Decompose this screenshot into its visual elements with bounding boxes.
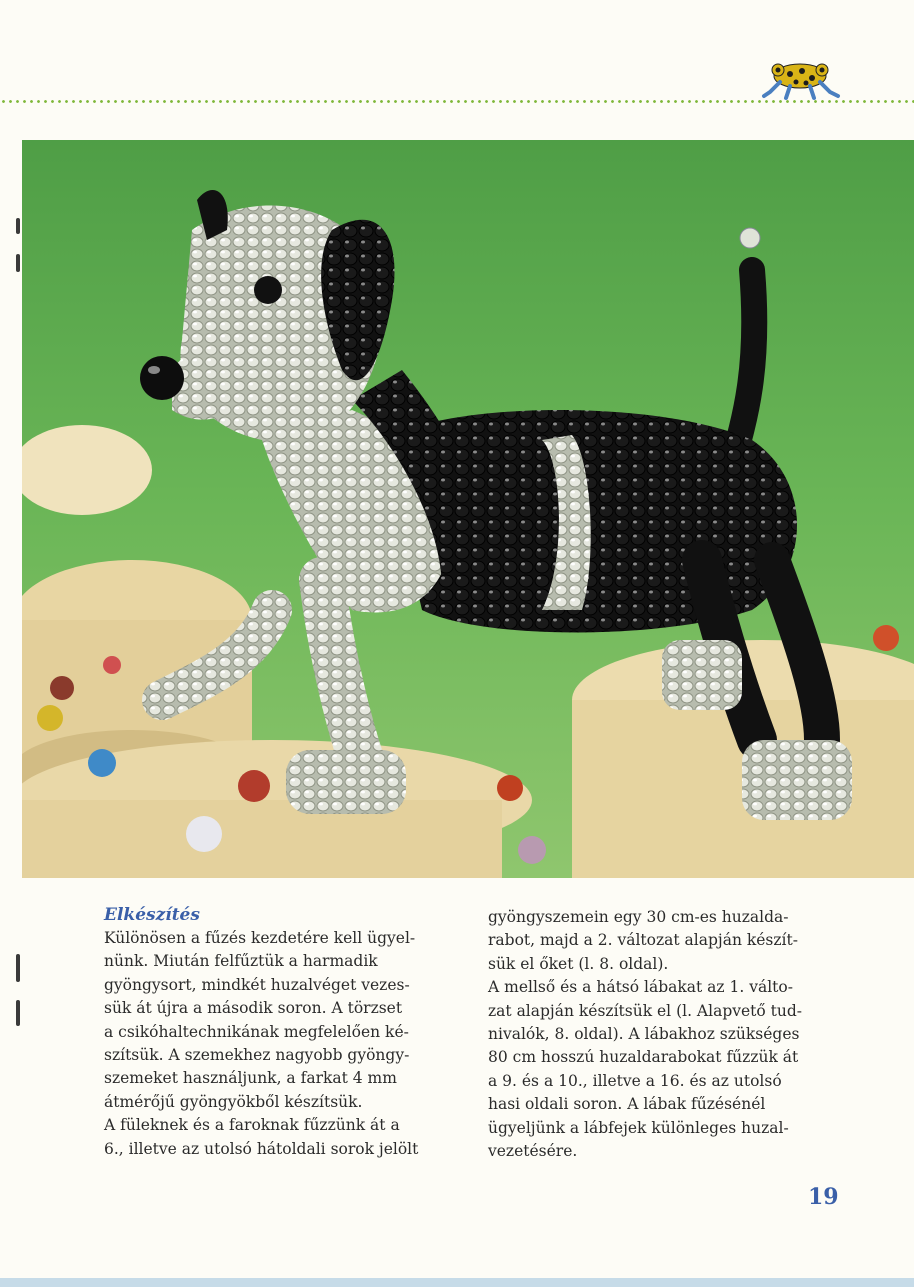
beaded-dog-photo xyxy=(22,140,914,878)
beaded-frog-icon xyxy=(758,52,842,104)
text-line: A füleknek és a faroknak fűzzünk át a xyxy=(104,1116,400,1135)
text-line: gyöngysort, mindkét huzalvéget vezes- xyxy=(104,975,410,994)
text-line: rabot, majd a 2. változat alapján készít- xyxy=(488,931,798,950)
text-line: sük át újra a második soron. A törzset xyxy=(104,999,403,1018)
text-line: a csikóhaltechnikának megfelelően ké- xyxy=(104,1022,409,1041)
page-number: 19 xyxy=(808,1184,839,1210)
bottom-edge-strip xyxy=(0,1278,914,1287)
text-line: Különösen a fűzés kezdetére kell ügyel- xyxy=(104,929,416,947)
text-line: ügyeljünk a lábfejek különleges huzal- xyxy=(488,1118,789,1137)
text-line: nivalók, 8. oldal). A lábakhoz szükséges xyxy=(488,1025,800,1044)
text-line: vezetésére. xyxy=(488,1142,578,1161)
text-line: 80 cm hosszú huzaldarabokat fűzzük át xyxy=(488,1048,799,1067)
binding-mark xyxy=(16,254,20,272)
text-line: 6., illetve az utolsó hátoldali sorok jelölt xyxy=(104,1139,419,1158)
binding-mark xyxy=(16,1000,20,1026)
text-line: átmérőjű gyöngyökből készítsük. xyxy=(104,1092,363,1111)
text-line: gyöngyszemein egy 30 cm-es huzalda- xyxy=(488,908,789,926)
text-line: hasi oldali soron. A lábak fűzésénél xyxy=(488,1095,766,1114)
article-heading: Elkészítés xyxy=(104,905,200,925)
binding-mark xyxy=(16,218,20,234)
text-line: zat alapján készítsük el (l. Alapvető tud- xyxy=(488,1001,803,1020)
article-left-column xyxy=(104,904,454,1161)
text-line: szítsük. A szemekhez nagyobb gyöngy- xyxy=(104,1046,410,1065)
text-line: A mellső és a hátsó lábakat az 1. válto- xyxy=(488,978,793,997)
text-line: szemeket használjunk, a farkat 4 mm xyxy=(104,1069,397,1088)
binding-mark xyxy=(16,954,20,982)
text-line: a 9. és a 10., illetve a 16. és az utolsó xyxy=(488,1071,782,1090)
article-right-column xyxy=(488,906,838,1163)
text-line: nünk. Miután felfűztük a harmadik xyxy=(104,952,378,971)
text-line: sük el őket (l. 8. oldal). xyxy=(488,954,669,973)
